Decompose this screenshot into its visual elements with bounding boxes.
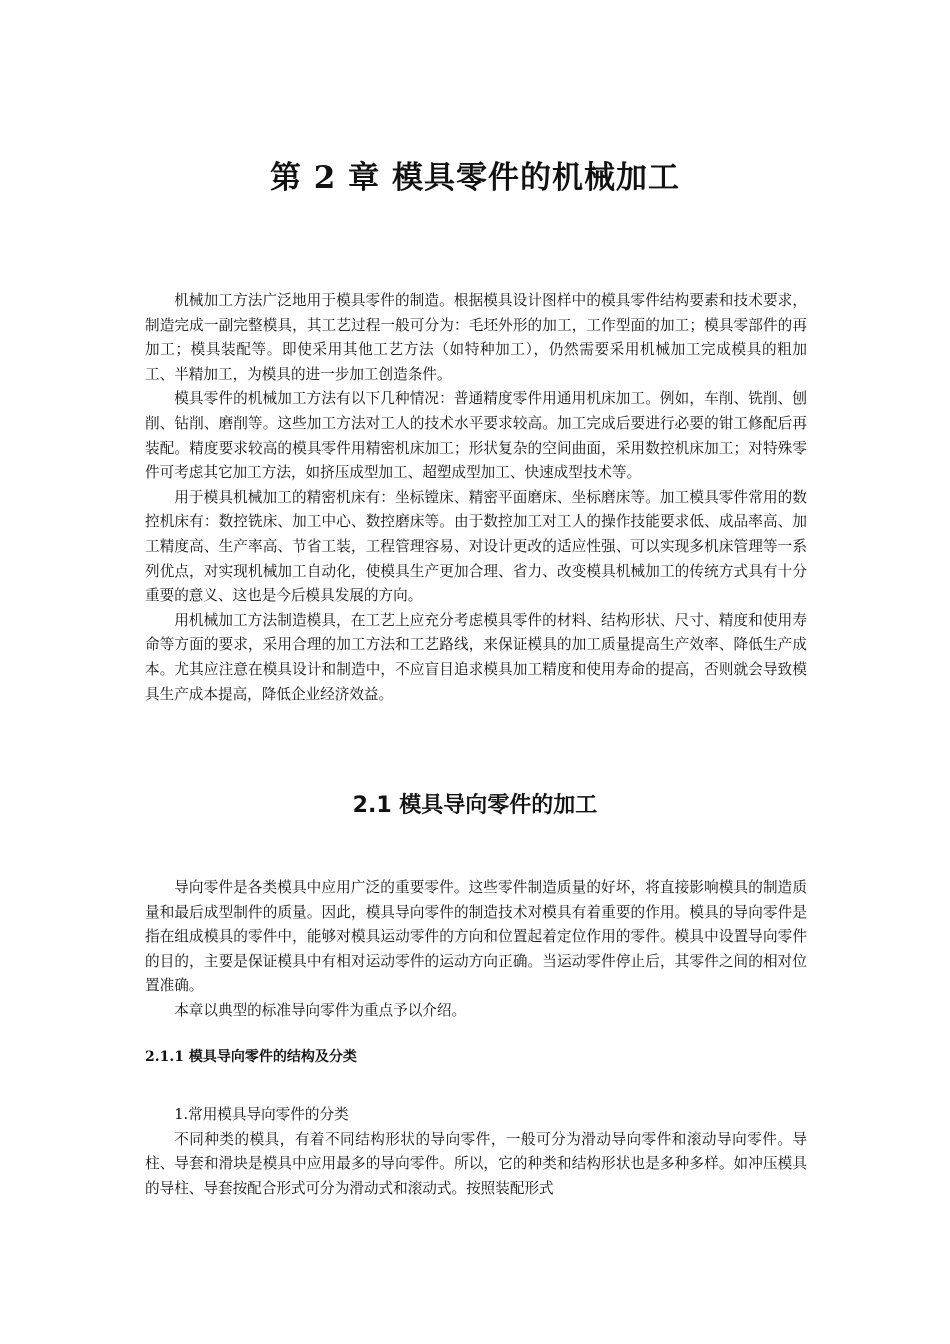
section-2-1-1-paragraph-1: 不同种类的模具，有着不同结构形状的导向零件，一般可分为滑动导向零件和滚动导向零件。导柱、导套和滑块是模具中应用最多的导向零件。所以，它的种类和结构形状也是多种多样。如冲压模具的导柱、导套按配合形式可分为滑动式和滚动式。按照装配形式 (145, 1130, 807, 1197)
item-heading-1: 1.常用模具导向零件的分类 (174, 1106, 349, 1123)
intro-paragraph-3: 用于模具机械加工的精密机床有：坐标镗床、精密平面磨床、坐标磨床等。加工模具零件常用的数控机床有：数控铣床、加工中心、数控磨床等。由于数控加工对工人的操作技能要求低、成品率高、加工精度高、生产率高、节省工装，工程管理容易、对设计更改的适应性强、可以实现多机床管理等一系列优点，对实现机械加工自动化，使模具生产更加合理、省力、改变模具机械加工的传统方式具有十分重要的意义、这也是今后模具发展的方向。 (145, 488, 807, 605)
section-2-1-1-body (145, 1103, 807, 1201)
intro-paragraph-2: 模具零件的机械加工方法有以下几种情况：普通精度零件用通用机床加工。例如，车削、铣削、刨削、钻削、磨削等。这些加工方法对工人的技术水平要求较高。加工完成后要进行必要的钳工修配后再装配。精度要求较高的模具零件用精密机床加工；形状复杂的空间曲面，采用数控机床加工；对特殊零件可考虑其它加工方法，如挤压成型加工、超塑成型加工、快速成型技术等。 (145, 390, 807, 482)
intro-paragraph-4: 用机械加工方法制造模具，在工艺上应充分考虑模具零件的材料、结构形状、尺寸、精度和使用寿命等方面的要求，采用合理的加工方法和工艺路线，来保证模具的加工质量提高生产效率、降低生产成本。尤其应注意在模具设计和制造中，不应盲目追求模具加工精度和使用寿命的提高，否则就会导致模具生产成本提高，降低企业经济效益。 (145, 611, 807, 703)
section-title-2-1: 2.1 模具导向零件的加工 (352, 793, 598, 818)
intro-paragraph-1: 机械加工方法广泛地用于模具零件的制造。根据模具设计图样中的模具零件结构要素和技术要求，制造完成一副完整模具，其工艺过程一般可分为：毛坯外形的加工，工作型面的加工；模具零部件的再加工；模具装配等。即使采用其他工艺方法（如特种加工），仍然需要采用机械加工完成模具的粗加工、半精加工，为模具的进一步加工创造条件。 (145, 292, 807, 383)
section-2-1-body (145, 876, 807, 1024)
section-2-1-paragraph-2: 本章以典型的标准导向零件为重点予以介绍。 (174, 1001, 467, 1019)
chapter-title: 第 2 章 模具零件的机械加工 (270, 160, 680, 196)
section-2-1-paragraph-1: 导向零件是各类模具中应用广泛的重要零件。这些零件制造质量的好坏，将直接影响模具的制造质量和最后成型制件的质量。因此，模具导向零件的制造技术对模具有着重要的作用。模具的导向零件是指在组成模具的零件中，能够对模具运动零件的方向和位置起着定位作用的零件。模具中设置导向零件的目的，主要是保证模具中有相对运动零件的运动方向正确。当运动零件停止后，其零件之间的相对位置准确。 (145, 879, 807, 995)
subsection-title-2-1-1: 2.1.1 模具导向零件的结构及分类 (145, 1049, 357, 1065)
intro-body (145, 289, 807, 707)
